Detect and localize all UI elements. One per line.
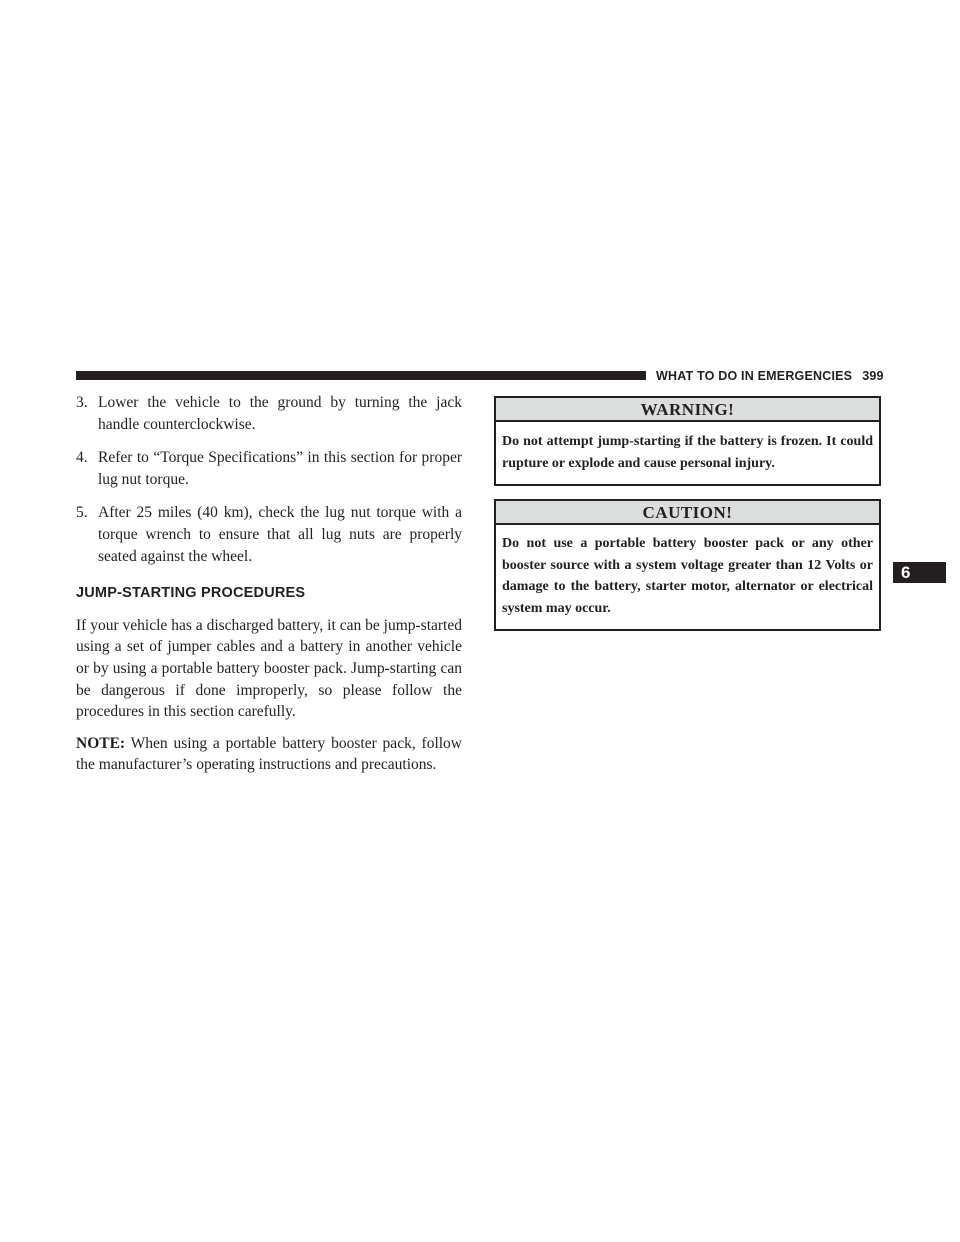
step-text: Refer to “Torque Specifications” in this section for proper lug nut torque. [98, 449, 462, 488]
section-title: WHAT TO DO IN EMERGENCIES [656, 369, 853, 383]
step-item [76, 392, 462, 435]
step-item [76, 447, 462, 490]
page-number: 399 [862, 369, 884, 383]
caution-box [494, 499, 881, 631]
left-column [76, 392, 462, 786]
caution-title: CAUTION! [496, 501, 879, 525]
warning-text: Do not attempt jump-starting if the battery is frozen. It could rupture or explode and cause personal injury. [502, 434, 873, 471]
step-number: 4. [76, 449, 88, 467]
warning-box [494, 396, 881, 486]
right-column [494, 396, 881, 644]
body-paragraph: If your vehicle has a discharged battery, it can be jump-started using a set of jumper cables and a battery in another vehicle or by using a portable battery booster pack. Jump-starting can be dangerous if done improperly, so please follow the procedures in this section carefully. [76, 616, 462, 721]
warning-title: WARNING! [496, 398, 879, 422]
step-item [76, 502, 462, 567]
header-rule [76, 371, 646, 380]
chapter-tab: 6 [893, 562, 946, 583]
caution-text: Do not use a portable battery booster pack or any other booster source with a system voltage greater than 12 Volts or damage to the battery, starter motor, alternator or electrical system may occur. [502, 536, 873, 616]
note-label: NOTE: [76, 734, 126, 752]
running-header [656, 369, 884, 383]
step-text: Lower the vehicle to the ground by turning the jack handle counterclockwise. [98, 394, 462, 433]
step-text: After 25 miles (40 km), check the lug nut torque with a torque wrench to ensure that all lug nuts are properly seated against the wheel. [98, 504, 462, 565]
section-heading: JUMP-STARTING PROCEDURES [76, 585, 306, 602]
step-number: 5. [76, 504, 88, 522]
note-paragraph [76, 733, 462, 776]
note-text: When using a portable battery booster pack, follow the manufacturer’s operating instructions and precautions. [76, 734, 462, 774]
step-number: 3. [76, 394, 88, 411]
